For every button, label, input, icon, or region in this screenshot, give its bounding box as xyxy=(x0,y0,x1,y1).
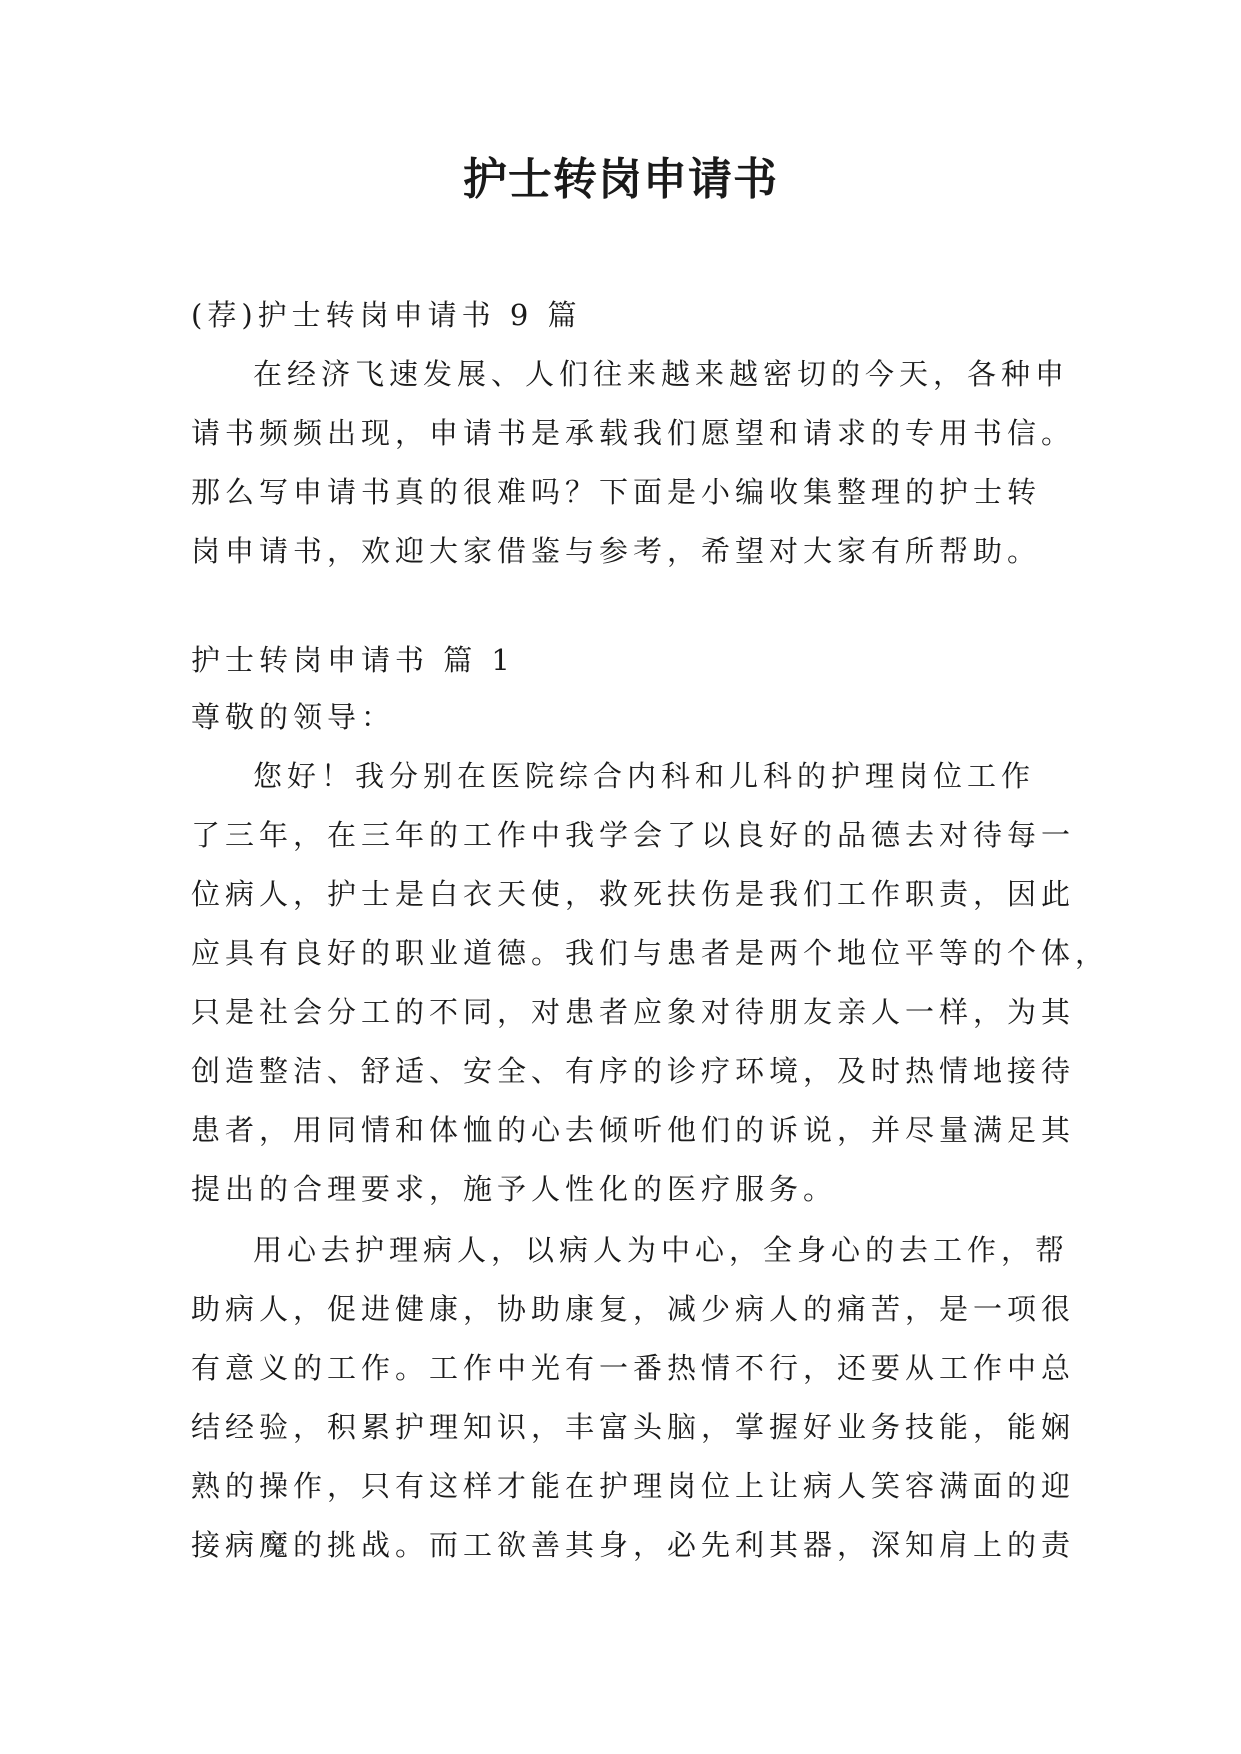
paragraph-line: 接病魔的挑战。而工欲善其身，必先利其器，深知肩上的责 xyxy=(191,1528,1076,1562)
paragraph-line: 应具有良好的职业道德。我们与患者是两个地位平等的个体， xyxy=(191,936,1110,970)
intro-line: 在经济飞速发展、人们往来越来越密切的今天，各种申 xyxy=(253,357,1070,391)
paragraph-line: 提出的合理要求，施予人性化的医疗服务。 xyxy=(191,1172,838,1206)
document-title: 护士转岗申请书 xyxy=(463,154,778,205)
section-heading: 护士转岗申请书 篇 1 xyxy=(191,643,515,677)
intro-line: 请书频频出现，申请书是承载我们愿望和请求的专用书信。 xyxy=(191,416,1076,450)
paragraph-line: 创造整洁、舒适、安全、有序的诊疗环境，及时热情地接待 xyxy=(191,1054,1076,1088)
paragraph-line: 熟的操作，只有这样才能在护理岗位上让病人笑容满面的迎 xyxy=(191,1469,1076,1503)
document-subtitle: (荐)护士转岗申请书 9 篇 xyxy=(191,298,582,332)
paragraph-line: 只是社会分工的不同，对患者应象对待朋友亲人一样，为其 xyxy=(191,995,1076,1029)
paragraph-line: 位病人，护士是白衣天使，救死扶伤是我们工作职责，因此 xyxy=(191,877,1076,911)
paragraph-line: 助病人，促进健康，协助康复，减少病人的痛苦，是一项很 xyxy=(191,1292,1076,1326)
paragraph-line: 有意义的工作。工作中光有一番热情不行，还要从工作中总 xyxy=(191,1351,1076,1385)
intro-line: 那么写申请书真的很难吗？下面是小编收集整理的护士转 xyxy=(191,475,1042,509)
paragraph-line: 患者，用同情和体恤的心去倾听他们的诉说，并尽量满足其 xyxy=(191,1113,1076,1147)
paragraph-line: 您好！我分别在医院综合内科和儿科的护理岗位工作 xyxy=(253,759,1036,793)
intro-line: 岗申请书，欢迎大家借鉴与参考，希望对大家有所帮助。 xyxy=(191,534,1042,568)
paragraph-line: 用心去护理病人，以病人为中心，全身心的去工作，帮 xyxy=(253,1233,1070,1267)
paragraph-line: 了三年，在三年的工作中我学会了以良好的品德去对待每一 xyxy=(191,818,1076,852)
paragraph-line: 结经验，积累护理知识，丰富头脑，掌握好业务技能，能娴 xyxy=(191,1410,1076,1444)
salutation: 尊敬的领导： xyxy=(191,700,396,734)
